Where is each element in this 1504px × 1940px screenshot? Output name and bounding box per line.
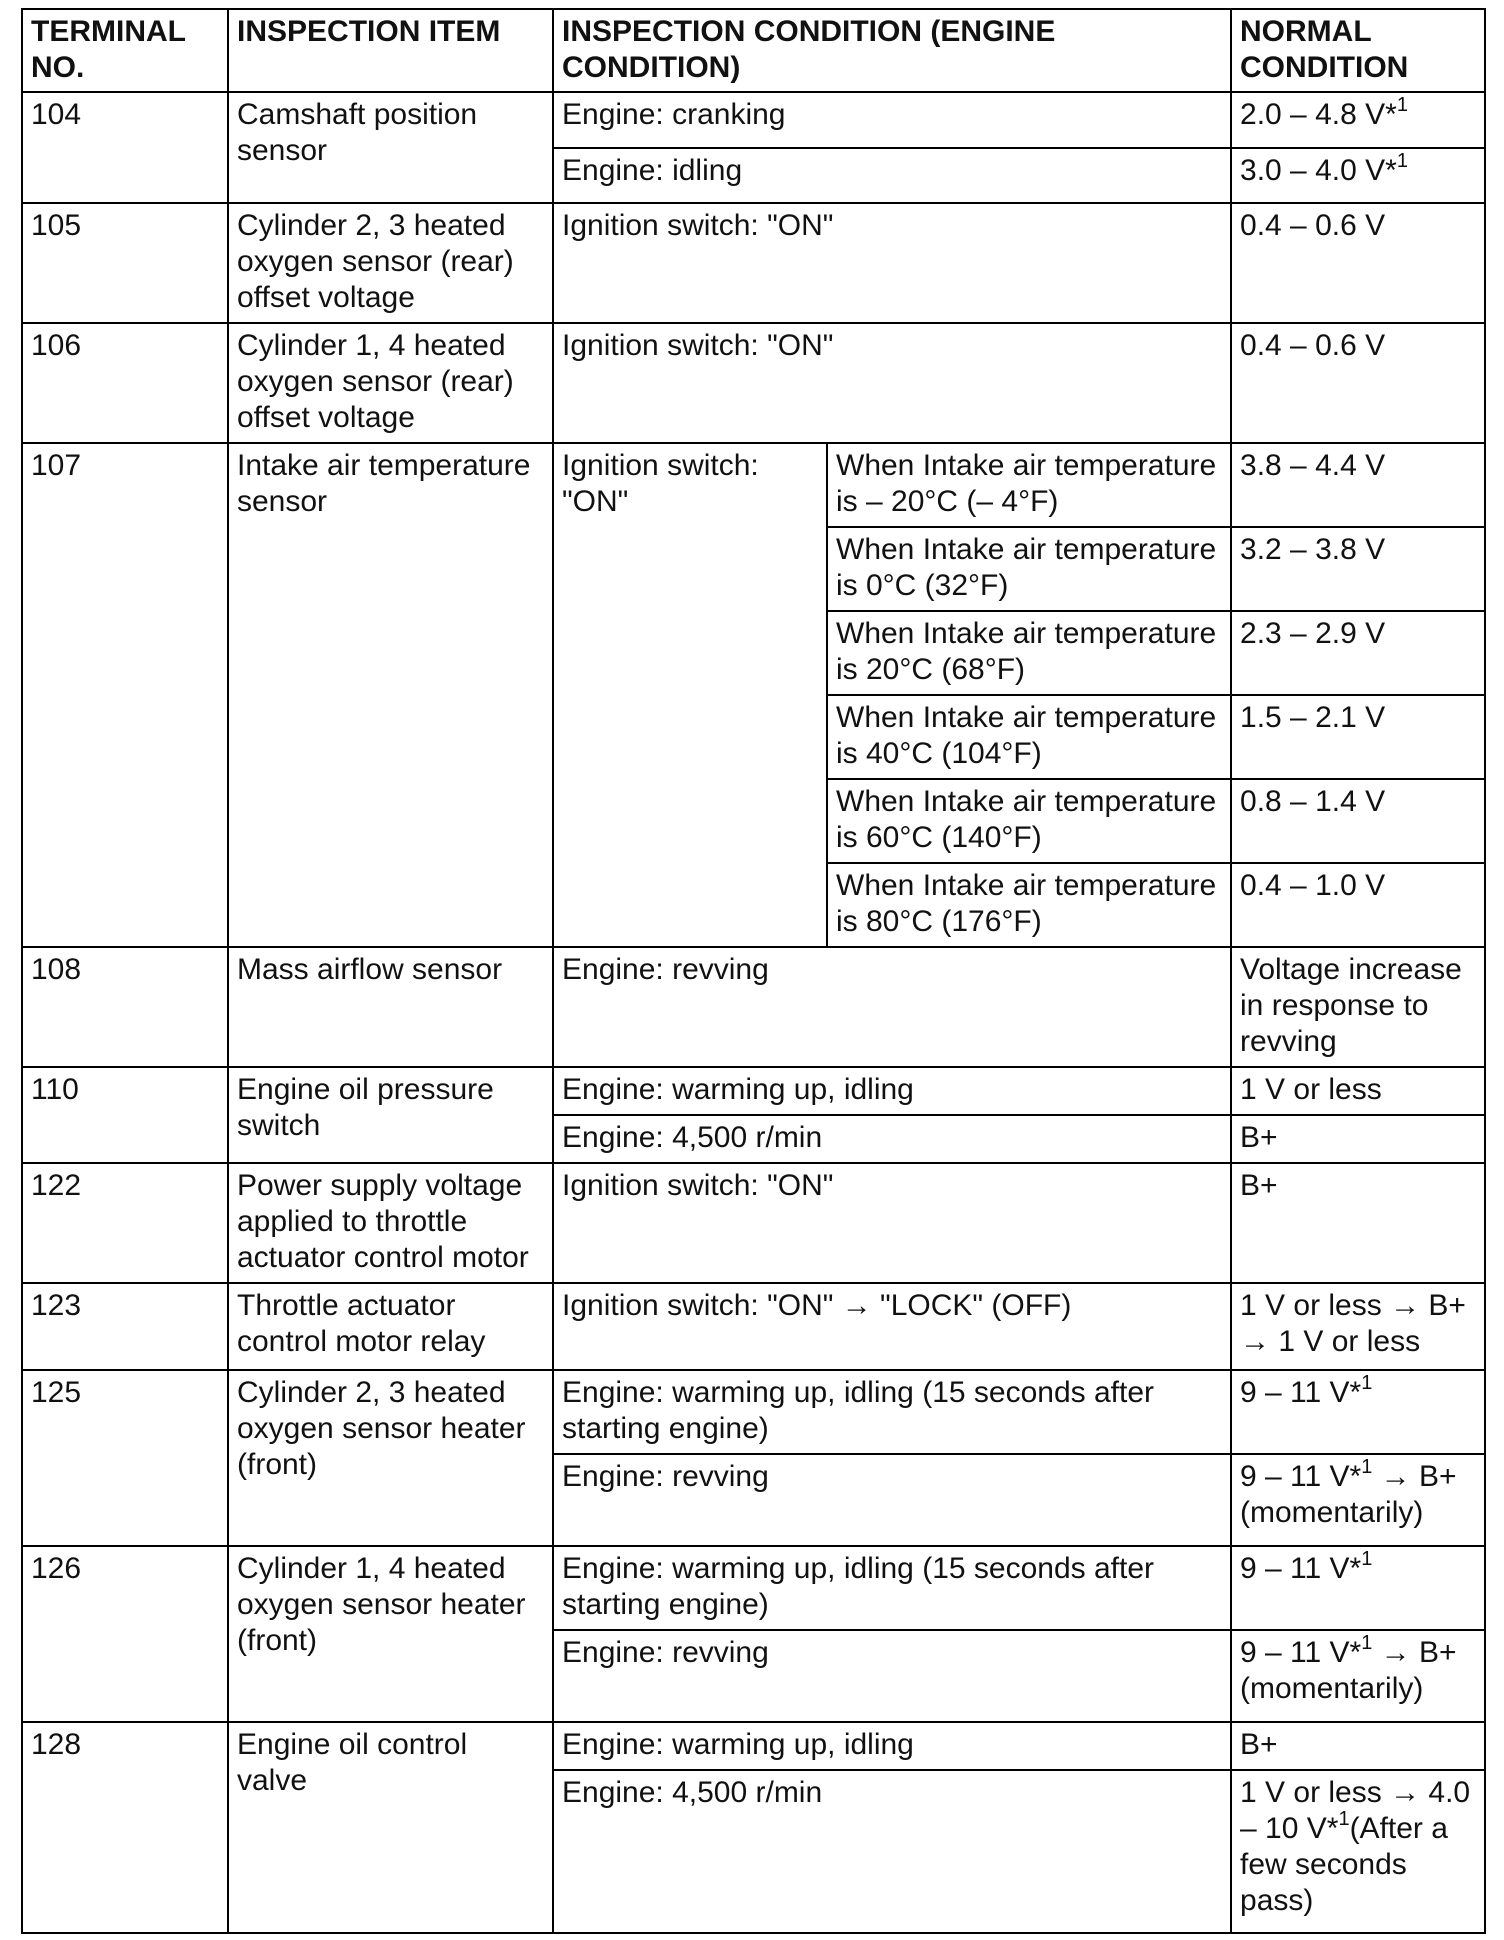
normal-condition: 1 V or less → B+ → 1 V or less [1231,1283,1485,1370]
normal-condition [1231,1370,1485,1454]
normal-condition: 3.8 – 4.4 V [1231,443,1485,527]
terminal-no: 123 [22,1283,228,1370]
normal-condition: 1.5 – 2.1 V [1231,695,1485,779]
inspection-item: Engine oil pressure switch [228,1067,553,1163]
inspection-condition: Engine: warming up, idling [553,1722,1231,1770]
normal-condition: 0.4 – 0.6 V [1231,203,1485,323]
inspection-condition: Engine: revving [553,1630,1231,1722]
terminal-no: 105 [22,203,228,323]
normal-condition [1231,92,1485,148]
sub-condition: When Intake air temperature is 80°C (176°F) [827,863,1231,947]
footnote-mark: 1 [1361,1372,1373,1394]
inspection-item: Mass airflow sensor [228,947,553,1067]
table-row [22,1067,1485,1115]
table-row [22,1722,1485,1770]
inspection-condition: Engine: warming up, idling (15 seconds after starting engine) [553,1370,1231,1454]
normal-condition [1231,1770,1485,1933]
normal-value: 9 – 11 V* [1240,1460,1362,1493]
inspection-item: Intake air temperature sensor [228,443,553,947]
normal-condition: 1 V or less [1231,1067,1485,1115]
normal-value-suffix: → B+ (momentarily) [1240,1636,1457,1705]
footnote-mark: 1 [1338,1808,1350,1830]
inspection-condition: Ignition switch: "ON" [553,1163,1231,1283]
footnote-mark: 1 [1361,1456,1373,1478]
table-row [22,1163,1485,1283]
inspection-condition: Engine: revving [553,947,1231,1067]
inspection-condition: Engine: revving [553,1454,1231,1546]
inspection-table [21,8,1486,1934]
inspection-item: Cylinder 2, 3 heated oxygen sensor (rear) offset voltage [228,203,553,323]
footnote-mark: 1 [1361,1632,1373,1654]
terminal-no: 126 [22,1546,228,1722]
inspection-condition: Ignition switch: "ON" [553,443,827,947]
terminal-no: 125 [22,1370,228,1546]
terminal-no: 108 [22,947,228,1067]
header-inspection-condition: INSPECTION CONDITION (ENGINE CONDITION) [553,9,1231,92]
normal-value: 9 – 11 V* [1240,1636,1362,1669]
header-inspection-item: INSPECTION ITEM [228,9,553,92]
inspection-item: Camshaft position sensor [228,92,553,203]
terminal-no: 110 [22,1067,228,1163]
normal-condition: 2.3 – 2.9 V [1231,611,1485,695]
normal-value: 1 V or less → 4.0 – 10 V* [1240,1776,1471,1845]
table-row [22,443,1485,527]
normal-value: 2.0 – 4.8 V* [1240,98,1397,131]
sub-condition: When Intake air temperature is 0°C (32°F) [827,527,1231,611]
sub-condition: When Intake air temperature is 20°C (68°F) [827,611,1231,695]
normal-condition: B+ [1231,1163,1485,1283]
table-row [22,92,1485,148]
inspection-condition: Engine: cranking [553,92,1231,148]
inspection-item: Engine oil control valve [228,1722,553,1933]
footnote-mark: 1 [1361,1548,1373,1570]
footnote-mark: 1 [1396,94,1408,116]
terminal-no: 106 [22,323,228,443]
table-row [22,947,1485,1067]
normal-value: 9 – 11 V* [1240,1376,1362,1409]
normal-condition: B+ [1231,1722,1485,1770]
table-row [22,1283,1485,1370]
normal-value-suffix: → B+ (momentarily) [1240,1460,1457,1529]
table-row [22,203,1485,323]
normal-condition: B+ [1231,1115,1485,1163]
terminal-no: 107 [22,443,228,947]
normal-condition [1231,1454,1485,1546]
table-row [22,1370,1485,1454]
inspection-condition: Engine: warming up, idling [553,1067,1231,1115]
inspection-condition: Ignition switch: "ON" → "LOCK" (OFF) [553,1283,1231,1370]
sub-condition: When Intake air temperature is 60°C (140°F) [827,779,1231,863]
normal-condition: 0.8 – 1.4 V [1231,779,1485,863]
inspection-condition: Engine: idling [553,148,1231,203]
normal-condition [1231,1630,1485,1722]
normal-value: 3.0 – 4.0 V* [1240,154,1397,187]
inspection-condition: Ignition switch: "ON" [553,203,1231,323]
inspection-condition: Engine: 4,500 r/min [553,1115,1231,1163]
normal-value: 9 – 11 V* [1240,1552,1362,1585]
inspection-item: Cylinder 1, 4 heated oxygen sensor (rear) offset voltage [228,323,553,443]
normal-condition [1231,1546,1485,1630]
table-row [22,323,1485,443]
header-row [22,9,1485,92]
normal-condition [1231,148,1485,203]
normal-value-suffix: (After a few seconds pass) [1240,1812,1448,1917]
header-normal-condition: NORMAL CONDITION [1231,9,1485,92]
inspection-condition: Ignition switch: "ON" [553,323,1231,443]
inspection-condition: Engine: 4,500 r/min [553,1770,1231,1933]
sub-condition: When Intake air temperature is – 20°C (– 4°F) [827,443,1231,527]
inspection-item: Cylinder 1, 4 heated oxygen sensor heater (front) [228,1546,553,1722]
inspection-item: Cylinder 2, 3 heated oxygen sensor heater (front) [228,1370,553,1546]
terminal-no: 104 [22,92,228,203]
inspection-item: Throttle actuator control motor relay [228,1283,553,1370]
header-terminal-no: TERMINAL NO. [22,9,228,92]
normal-condition: 3.2 – 3.8 V [1231,527,1485,611]
terminal-no: 128 [22,1722,228,1933]
normal-condition: 0.4 – 0.6 V [1231,323,1485,443]
table-row [22,1546,1485,1630]
normal-condition: 0.4 – 1.0 V [1231,863,1485,947]
inspection-item: Power supply voltage applied to throttle actuator control motor [228,1163,553,1283]
normal-condition: Voltage increase in response to revving [1231,947,1485,1067]
sub-condition: When Intake air temperature is 40°C (104°F) [827,695,1231,779]
terminal-no: 122 [22,1163,228,1283]
footnote-mark: 1 [1396,150,1408,172]
inspection-condition: Engine: warming up, idling (15 seconds after starting engine) [553,1546,1231,1630]
